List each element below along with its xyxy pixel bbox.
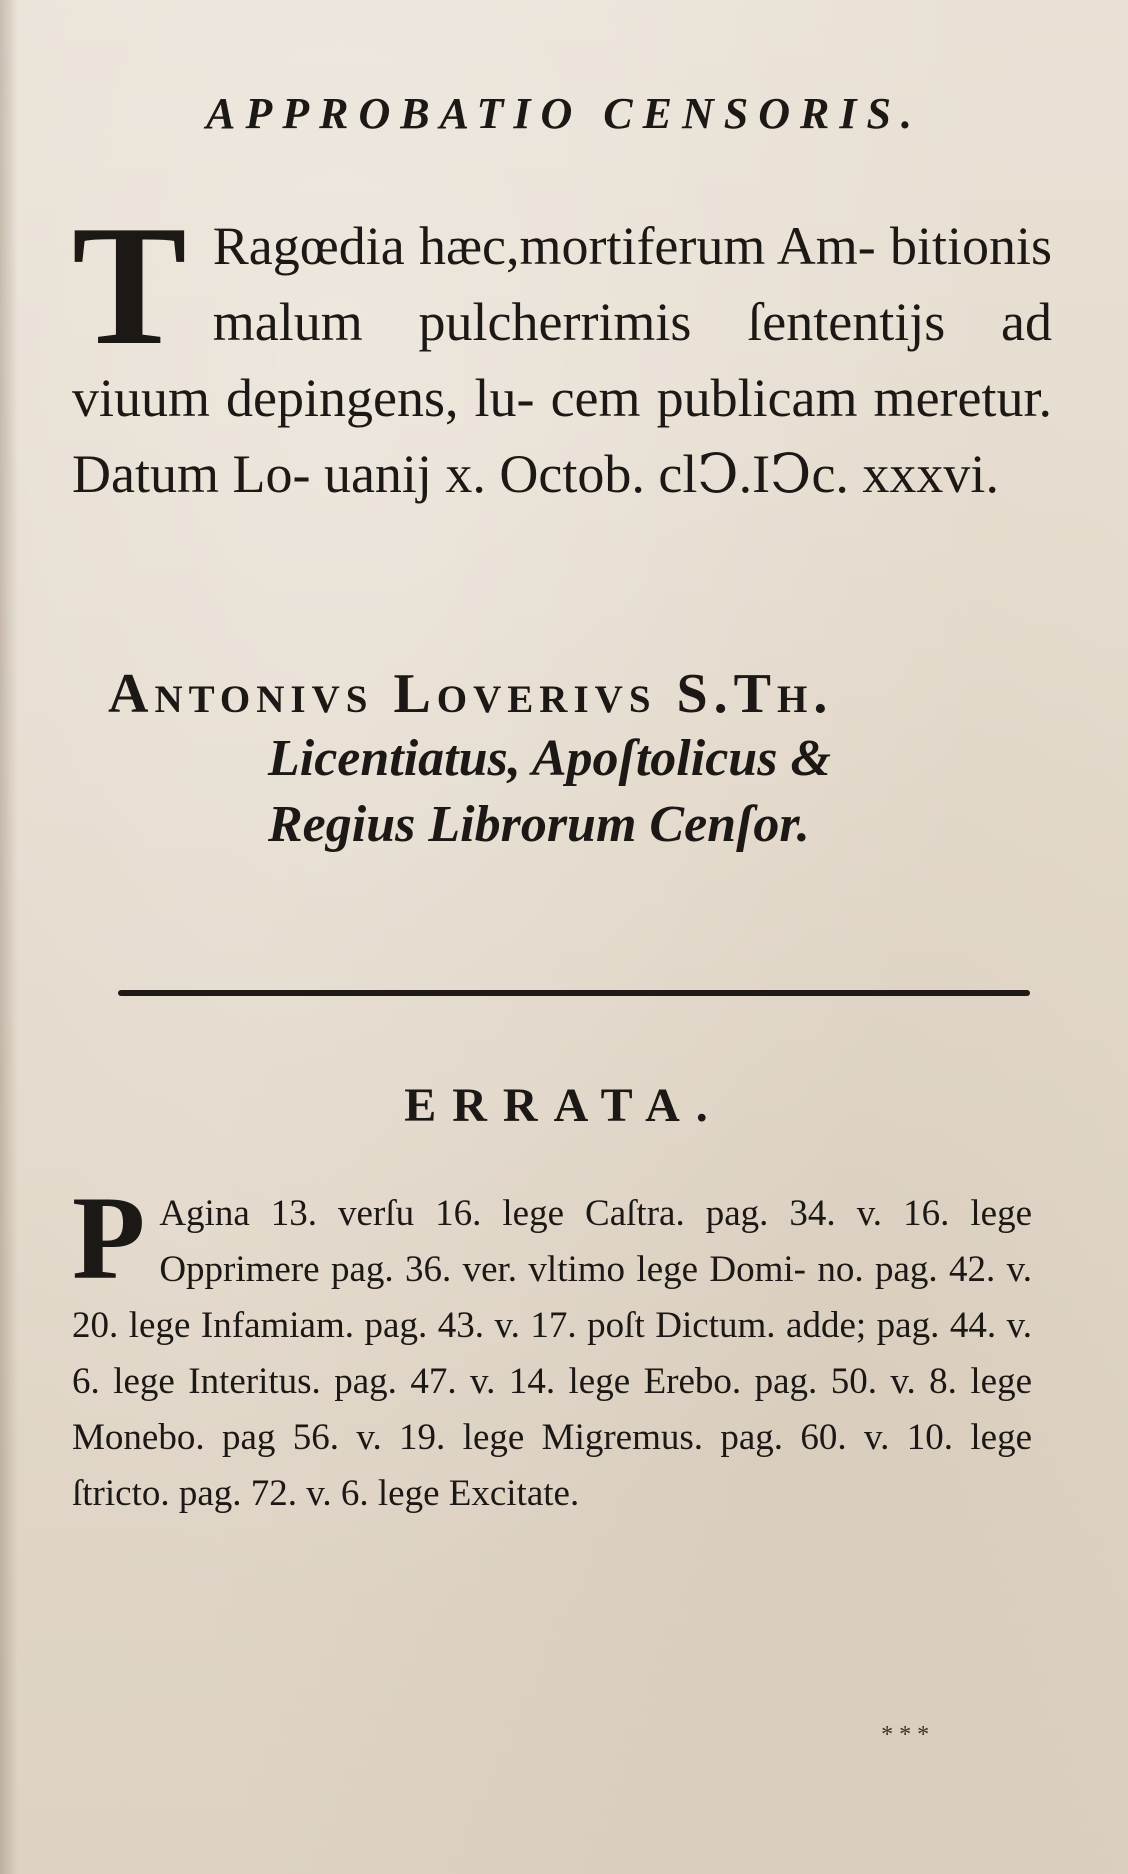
running-head: APPROBATIO CENSORIS. [206,89,922,138]
censor-name: Antonivs Loverivs S.Th. [108,663,834,725]
censor-title-line-2: Regius Librorum Cenſor. [268,796,810,853]
approbatio-drop-cap: T [72,191,187,381]
errata-title: ERRATA. [404,1079,724,1132]
gutter-shadow [0,0,18,1874]
catchword: * * * [880,1722,928,1748]
censor-title-line-1: Licentiatus, Apoſtolicus & [268,730,831,787]
errata-block [72,1171,1032,1522]
signature-block [108,662,1048,858]
approbatio-block [72,191,1052,512]
errata-drop-cap: P [72,1171,146,1304]
errata-text: Agina 13. verſu 16. lege Caſtra. pag. 34. v. 16. lege Opprimere pag. 36. ver. vltimo lege Domi- no. pag. 42. v. 20. lege Infamiam. pag. 43. v. 17. poſt Dictum. adde; pag. 44. v. 6. lege Interitus. pag. 47. v. 14. lege Erebo. pag. 50. v. 8. lege Monebo. pag 56. v. 19. lege Migremus. pag. 60. v. 10. lege ſtricto. pag. 72. v. 6. lege Excitate. [72,1193,1032,1514]
section-divider [118,990,1030,996]
approbatio-text: Ragœdia hæc,mortiferum Am- bitionis malum pulcherrimis ſententijs ad viuum depingens, lu- cem publicam meretur. Datum Lo- uanij x. Octob. clↃ.IↃc. xxxvi. [72,216,1052,504]
